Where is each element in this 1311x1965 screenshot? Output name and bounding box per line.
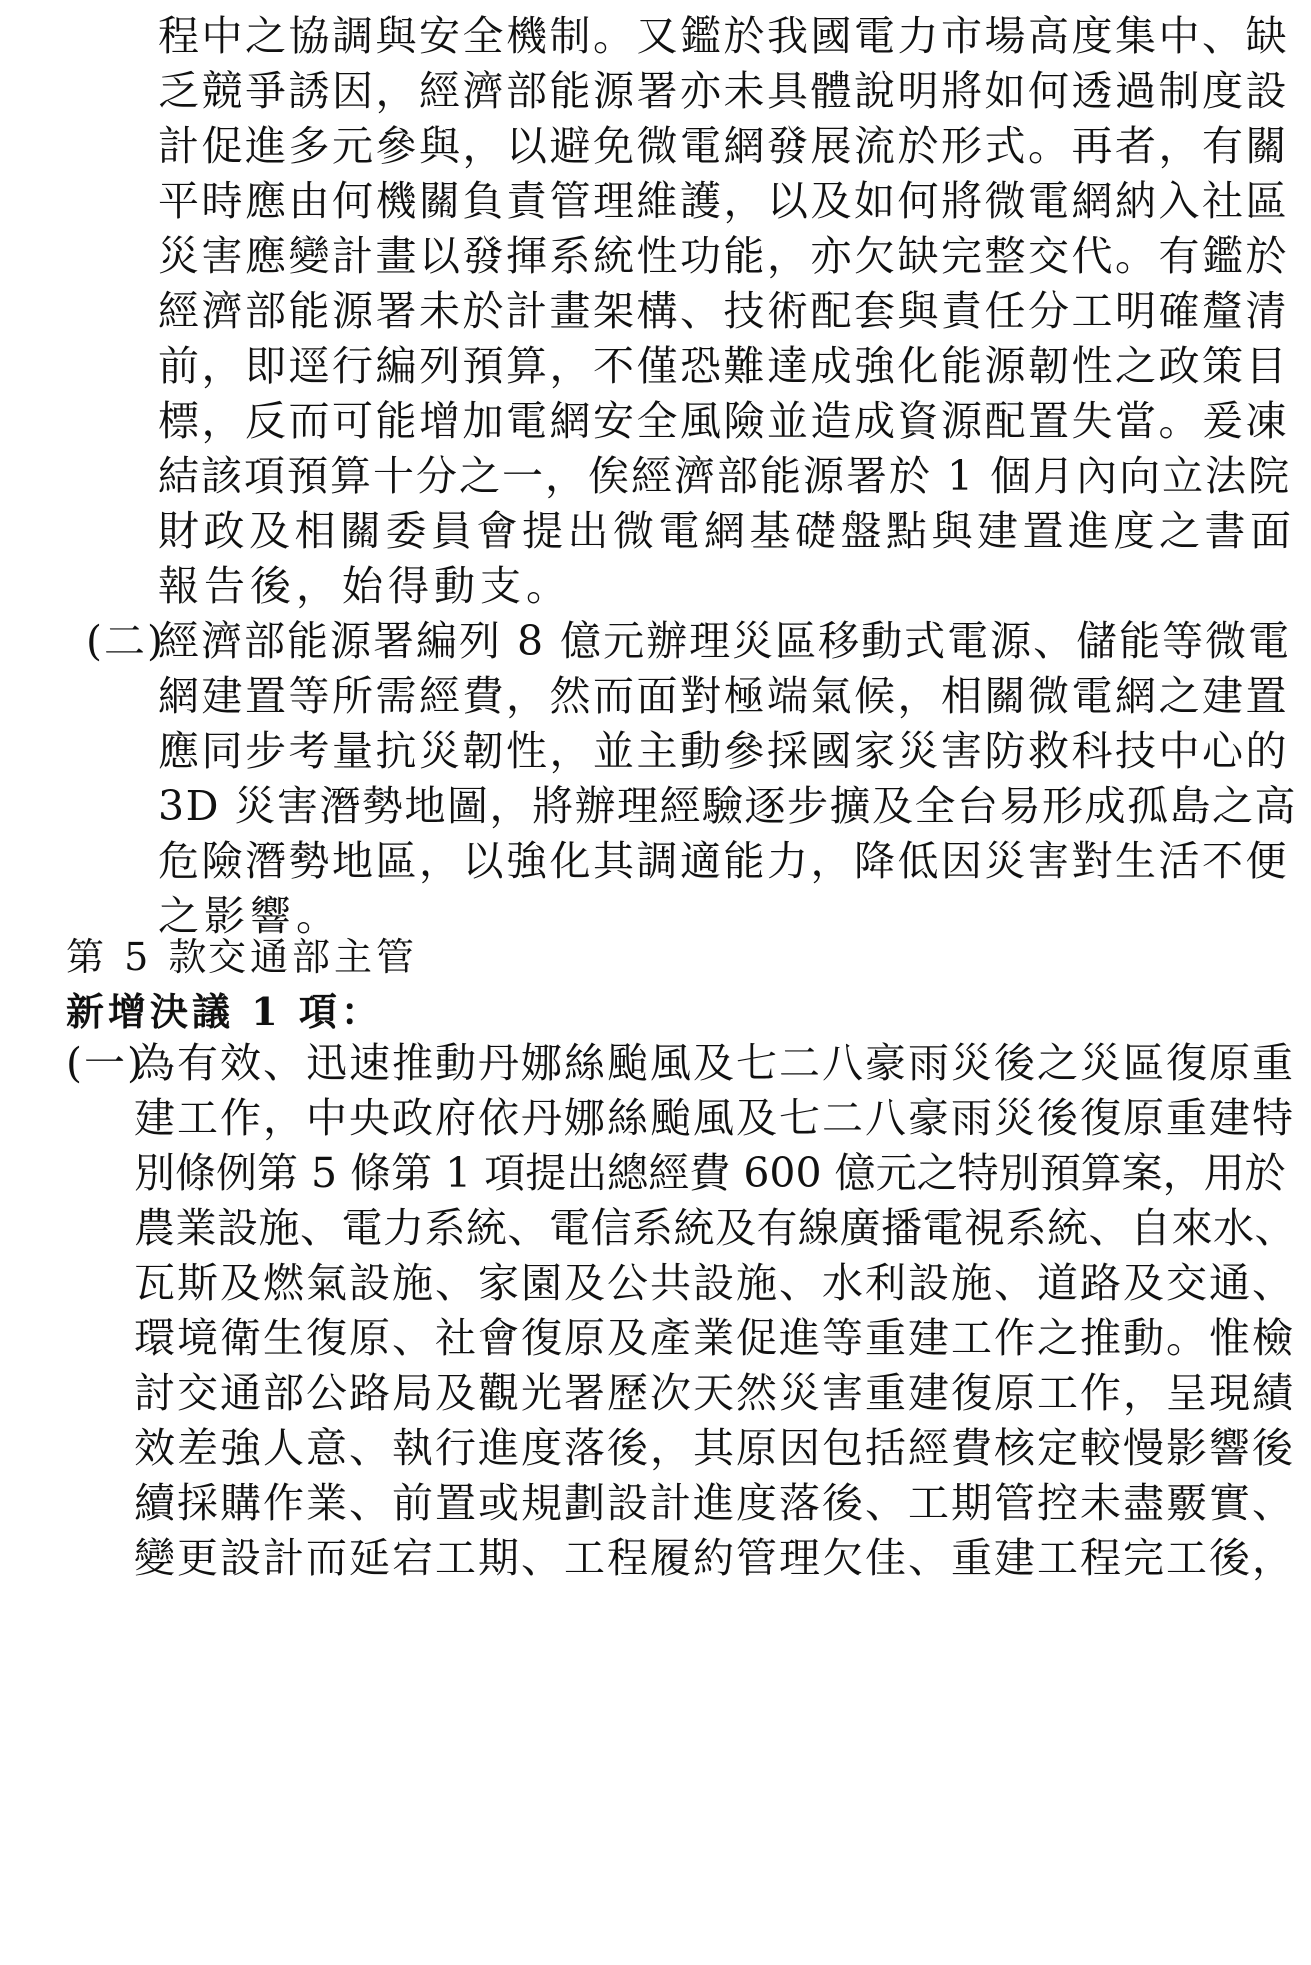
text-line: 為有效、迅速推動丹娜絲颱風及七二八豪雨災後之災區復原重 [134,1039,1295,1087]
text-line: 3D 災害潛勢地圖，將辦理經驗逐步擴及全台易形成孤島之高 [158,782,1297,830]
text-line: 結該項預算十分之一，俟經濟部能源署於 1 個月內向立法院 [158,452,1292,500]
text-line: 財政及相關委員會提出微電網基礎盤點與建置進度之書面 [158,507,1296,555]
text-line: 經濟部能源署編列 8 億元辦理災區移動式電源、儲能等微電 [158,617,1292,665]
resolution-heading: 新增決議 1 項： [66,989,383,1034]
text-line: 之影響。 [158,892,342,940]
text-line: 應同步考量抗災韌性，並主動參採國家災害防救科技中心的 [158,727,1289,775]
text-line: 建工作，中央政府依丹娜絲颱風及七二八豪雨災後復原重建特 [134,1094,1295,1142]
text-line: 平時應由何機關負責管理維護，以及如何將微電網納入社區 [158,177,1289,225]
section-title: 交通部主管 [208,935,419,979]
text-line: 標，反而可能增加電網安全風險並造成資源配置失當。爰凍 [158,397,1289,445]
text-line: 變更設計而延宕工期、工程履約管理欠佳、重建工程完工後， [134,1534,1295,1582]
list-marker: (二) [86,617,165,665]
text-line: 瓦斯及燃氣設施、家園及公共設施、水利設施、道路及交通、 [134,1259,1295,1307]
text-line: 計促進多元參與，以避免微電網發展流於形式。再者，有關 [158,122,1289,170]
text-line: 網建置等所需經費，然而面對極端氣候，相關微電網之建置 [158,672,1289,720]
text-line: 別條例第 5 條第 1 項提出總經費 600 億元之特別預算案，用於 [134,1149,1286,1197]
text-line: 程中之協調與安全機制。又鑑於我國電力市場高度集中、缺 [158,12,1289,60]
section-number: 第 5 款 [66,935,211,979]
text-line: 經濟部能源署未於計畫架構、技術配套與責任分工明確釐清 [158,287,1289,335]
text-line: 前，即逕行編列預算，不僅恐難達成強化能源韌性之政策目 [158,342,1289,390]
text-line: 乏競爭誘因，經濟部能源署亦未具體說明將如何透過制度設 [158,67,1289,115]
text-line: 續採購作業、前置或規劃設計進度落後、工期管控未盡覈實、 [134,1479,1295,1527]
text-line: 效差強人意、執行進度落後，其原因包括經費核定較慢影響後 [134,1424,1295,1472]
text-line: 災害應變計畫以發揮系統性功能，亦欠缺完整交代。有鑑於 [158,232,1289,280]
text-line: 農業設施、電力系統、電信系統及有線廣播電視系統、自來水、 [134,1204,1296,1252]
text-line: 環境衛生復原、社會復原及產業促進等重建工作之推動。惟檢 [134,1314,1295,1362]
text-line: 討交通部公路局及觀光署歷次天然災害重建復原工作，呈現績 [134,1369,1295,1417]
text-line: 危險潛勢地區，以強化其調適能力，降低因災害對生活不便 [158,837,1289,885]
text-line: 報告後，始得動支。 [158,562,572,610]
list-marker: (一) [66,1039,145,1087]
